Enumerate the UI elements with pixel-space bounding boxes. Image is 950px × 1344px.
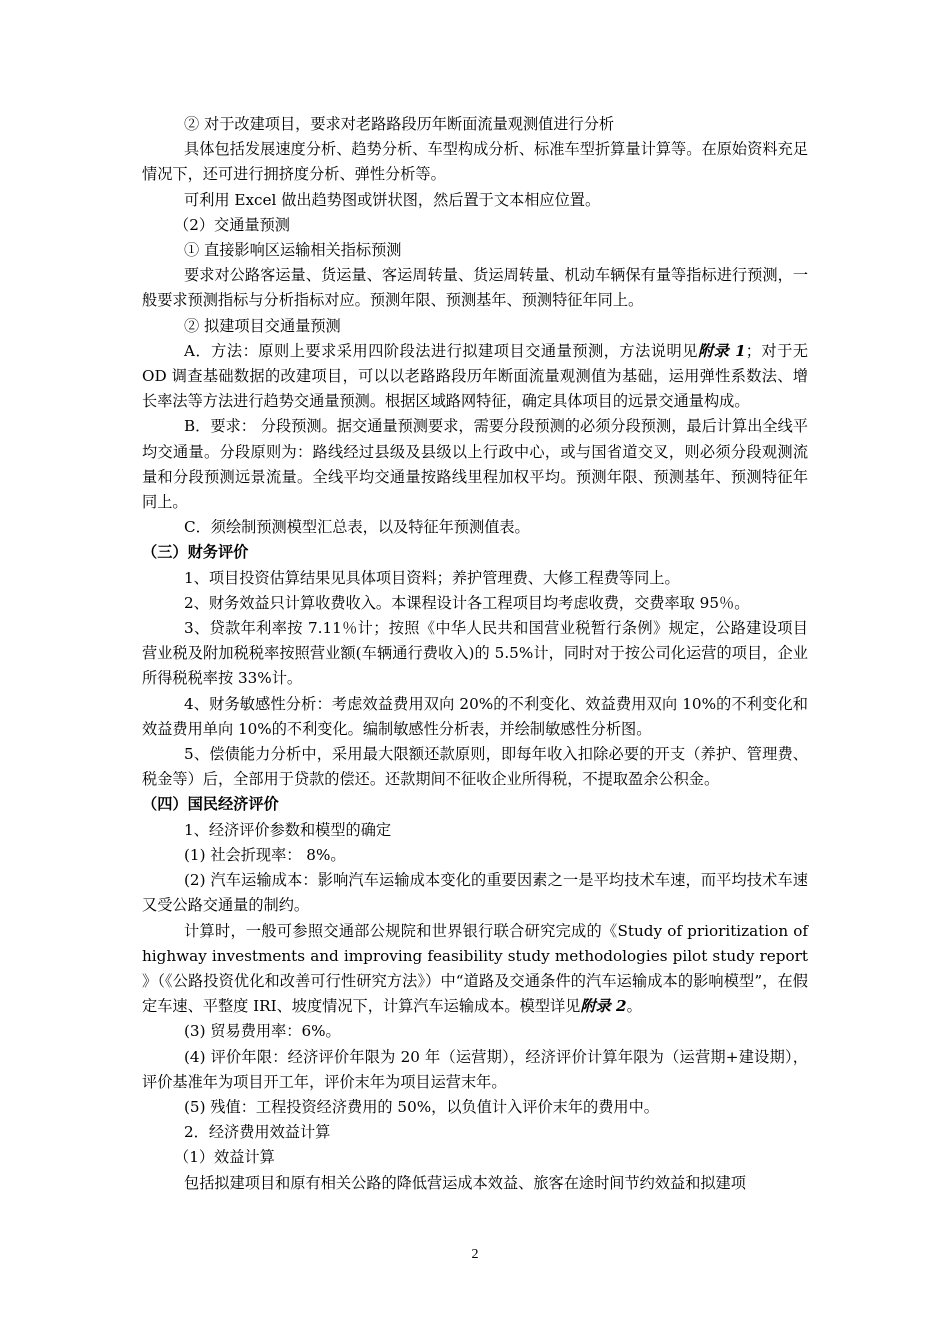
paragraph-evaluation-period: (4) 评价年限：经济评价年限为 20 年（运营期），经济评价计算年限为（运营期+建设期），评价基准年为项目开工年，评价末年为项目运营末年。 (142, 1047, 808, 1091)
paragraph-reconstruction-analysis: ② 对于改建项目，要求对老路路段历年断面流量观测值进行分析 (184, 115, 615, 133)
paragraph-model-summary: C．须绘制预测模型汇总表，以及特征年预测值表。 (184, 518, 530, 537)
paragraph-analysis-details: 具体包括发展速度分析、趋势分析、车型构成分析、标准车型折算量计算等。在原始资料充足情况下，还可进行拥挤度分析、弹性分析等。 (142, 140, 808, 184)
appendix-1-reference: 附录 1 (697, 341, 746, 360)
paragraph-financial-5: 5、偿债能力分析中，采用最大限额还款原则，即每年收入扣除必要的开支（养护、管理费、税金等）后，全部用于贷款的偿还。还款期间不征收企业所得税，不提取盈余公积金。 (142, 745, 808, 789)
paragraph-benefit-calc: 包括拟建项目和原有相关公路的降低营运成本效益、旅客在途时间节约效益和拟建项 (184, 1173, 746, 1192)
paragraph-trade-cost: (3) 贸易费用率：6%。 (184, 1022, 341, 1041)
paragraph-residual-value: (5) 残值：工程投资经济费用的 50%，以负值计入评价末年的费用中。 (184, 1097, 659, 1116)
method-text: A．方法：原则上要求采用四阶段法进行拟建项目交通量预测，方法说明见 (184, 341, 698, 360)
appendix-2-reference: 附录 2 (580, 997, 627, 1016)
paragraph-financial-2: 2、财务效益只计算收费收入。本课程设计各工程项目均考虑收费，交费率取 95％。 (184, 593, 750, 612)
page-number: 2 (471, 1247, 479, 1262)
method-text-continued: ；对于无 OD 调查基础数据的改建项目，可以以老路路段历年断面流量观测值为基础，运用弹性系数法、增长率法等方法进行趋势交通量预测。根据区域路网特征，确定具体项目的远景交通量构成。 (142, 341, 809, 411)
paragraph-discount-rate: (1) 社会折现率： 8%。 (184, 845, 346, 864)
paragraph-financial-1: 1、项目投资估算结果见具体项目资料；养护管理费、大修工程费等同上。 (184, 568, 680, 587)
paragraph-indicator-forecast: 要求对公路客运量、货运量、客运周转量、货运周转量、机动车辆保有量等指标进行预测，一般要求预测指标与分析指标对应。预测年限、预测基年、预测特征年同上。 (142, 266, 808, 310)
paragraph-requirements: B．要求： 分段预测。据交通量预测要求，需要分段预测的必须分段预测，最后计算出全线平均交通量。分段原则为：路线经过县级及县级以上行政中心，或与国省道交叉，则必须分段观测流量和分段预测远景流量。全线平均交通量按路线里程加权平均。预测年限、预测基年、预测特征年同上。 (142, 417, 808, 512)
paragraph-study-reference (142, 919, 808, 1020)
paragraph-vehicle-cost: (2) 汽车运输成本：影响汽车运输成本变化的重要因素之一是平均技术车速，而平均技术车速又受公路交通量的制约。 (142, 871, 808, 915)
paragraph-project-traffic-title: ② 拟建项目交通量预测 (184, 316, 341, 335)
paragraph-economic-1: 1、经济评价参数和模型的确定 (184, 820, 392, 839)
paragraph-benefit-calc-title: （1）效益计算 (174, 1148, 275, 1167)
paragraph-financial-4: 4、财务敏感性分析：考虑效益费用双向 20%的不利变化、效益费用双向 10%的不利变化和效益费用单向 10%的不利变化。编制敏感性分析表，并绘制敏感性分析图。 (142, 694, 808, 738)
section-heading-financial: （三）财务评价 (142, 543, 249, 562)
paragraph-financial-3: 3、贷款年利率按 7.11％计；按照《中华人民共和国营业税暂行条例》规定，公路建设项目营业税及附加税税率按照营业额(车辆通行费收入)的 5.5%计，同时对于按公司化运营的项目，企业所得税税率按 33%计。 (142, 619, 808, 688)
paragraph-excel-note: 可利用 Excel 做出趋势图或饼状图，然后置于文本相应位置。 (184, 190, 601, 209)
section-heading-economic: （四）国民经济评价 (142, 795, 279, 814)
document-body (142, 112, 808, 1196)
paragraph-cost-benefit-title: 2．经济费用效益计算 (184, 1123, 331, 1142)
subheading-traffic-forecast: （2）交通量预测 (174, 215, 290, 234)
study-reference-end: 。 (626, 997, 642, 1016)
paragraph-method (142, 339, 808, 415)
study-reference-text: 计算时，一般可参照交通部公规院和世界银行联合研究完成的《Study of prioritization of highway investments and improving feasibility study methodologies pilot study report 》（《公路投资优化和改善可行性研究方法》）中“道路及交通条件的汽车运输成本的影响模型”，在假定车速、平整度 IRI、坡度情况下，计算汽车运输成本。模型详见 (142, 921, 808, 1016)
paragraph-indicator-forecast-title: ① 直接影响区运输相关指标预测 (184, 241, 402, 260)
